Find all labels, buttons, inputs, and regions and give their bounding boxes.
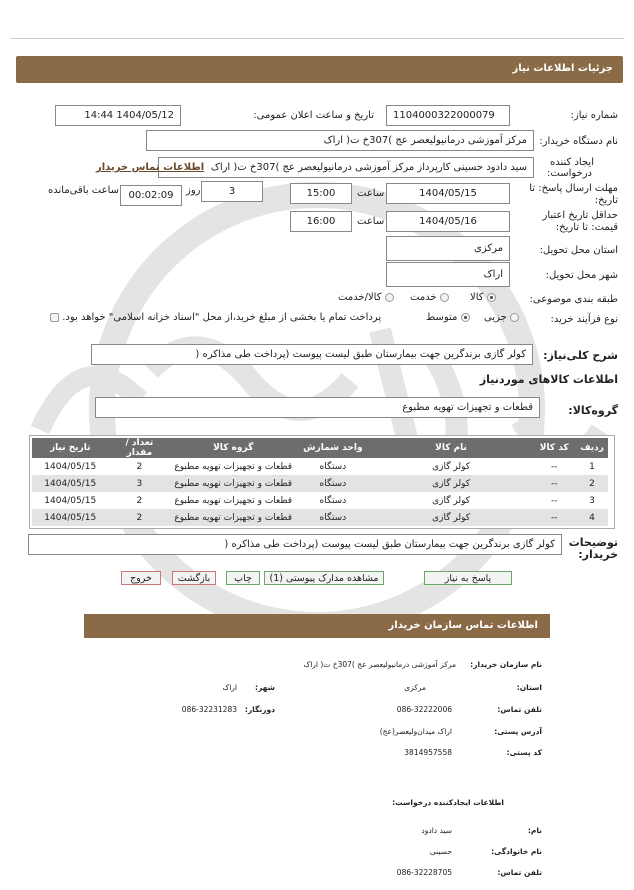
deadline-time-field: 15:00 [290, 183, 352, 204]
contact-header [84, 614, 550, 638]
cell-name: کولر گازی [370, 458, 533, 475]
checkbox-icon[interactable] [50, 313, 59, 322]
cell-code: -- [532, 475, 576, 492]
goods-group-field: قطعات و تجهیزات تهویه مطبوع [95, 397, 540, 418]
contact-title: اطلاعات تماس سازمان خریدار [388, 620, 538, 631]
deadline-label-1: مهلت ارسال پاسخ: تا [529, 183, 618, 194]
cell-group: قطعات و تجهیزات تهویه مطبوع [170, 475, 296, 492]
radio-icon[interactable] [487, 293, 496, 302]
summary-field: کولر گازی برندگرین جهت بیمارستان طبق لیست پیوست (پرداخت طی مذاکره ( [91, 344, 533, 365]
deadline-time-label: ساعت [357, 188, 385, 199]
category-option-both[interactable]: کالا/خدمت [338, 292, 394, 303]
contact-postal-label: کد پستی: [506, 748, 542, 757]
page-title: جزئیات اطلاعات نیاز [512, 63, 613, 74]
cell-group: قطعات و تجهیزات تهویه مطبوع [170, 458, 296, 475]
cell-unit: دستگاه [296, 492, 370, 509]
radio-icon[interactable] [510, 313, 519, 322]
cell-quantity: 2 [108, 458, 170, 475]
category-label: طبقه بندی موضوعی: [529, 294, 618, 305]
cell-quantity: 2 [108, 509, 170, 526]
contact-address-value: اراک میدان‌ولیعصر(عج) [379, 727, 452, 736]
buyer-org-field: مرکز آموزشی درمانیولیعصر عج )307خ ت( اراک [146, 130, 534, 151]
validity-time-label: ساعت [357, 216, 385, 227]
process-label: نوع فرآیند خرید: [550, 314, 618, 325]
cell-quantity: 3 [108, 475, 170, 492]
col-header-date: تاریخ نیاز [32, 438, 108, 458]
attachments-button[interactable]: مشاهده مدارک پیوستی (1) [264, 571, 384, 585]
contact-postal-value: 3814957558 [404, 748, 452, 757]
need-number-label: شماره نیاز: [570, 110, 618, 121]
announce-field: 1404/05/12 14:44 [55, 105, 181, 126]
cell-row-number: 2 [576, 475, 608, 492]
creator-name-label: نام: [527, 826, 542, 835]
contact-fax-label: دورنگار: [244, 705, 275, 714]
col-header-name: نام کالا [370, 438, 533, 458]
validity-time-field: 16:00 [290, 211, 352, 232]
creator-field: سید دادود حسینی کارپرداز مرکز آموزشی درمانیولیعصر عج )307خ ت( اراک [158, 157, 534, 178]
province-label: استان محل تحویل: [539, 245, 618, 256]
contact-city-label: شهر: [255, 683, 275, 692]
payment-note: پرداخت تمام یا بخشی از مبلغ خرید،از محل "اسناد خزانه اسلامی" خواهد بود. [50, 312, 381, 323]
back-button[interactable]: بازگشت [172, 571, 216, 585]
col-header-code: کد کالا [532, 438, 576, 458]
creator-name-value: سید دادود [421, 826, 452, 835]
contact-org-label: نام سازمان خریدار: [470, 660, 542, 669]
buyer-notes-label-2: خریدار: [578, 548, 618, 561]
col-header-row-number: ردیف [576, 438, 608, 458]
table-row[interactable] [32, 475, 608, 492]
cell-row-number: 1 [576, 458, 608, 475]
cell-unit: دستگاه [296, 475, 370, 492]
cell-unit: دستگاه [296, 458, 370, 475]
city-label: شهر محل تحویل: [545, 270, 618, 281]
announce-label: تاریخ و ساعت اعلان عمومی: [253, 110, 374, 121]
items-table [32, 438, 608, 526]
col-header-group: گروه کالا [170, 438, 296, 458]
cell-name: کولر گازی [370, 509, 533, 526]
buyer-contact-link[interactable]: اطلاعات تماس خریدار [96, 162, 205, 173]
cell-group: قطعات و تجهیزات تهویه مطبوع [170, 492, 296, 509]
cell-date: 1404/05/15 [32, 509, 108, 526]
radio-icon[interactable] [440, 293, 449, 302]
creator-family-label: نام خانوادگی: [491, 847, 542, 856]
page-header [16, 56, 623, 83]
cell-date: 1404/05/15 [32, 492, 108, 509]
buyer-org-label: نام دستگاه خریدار: [539, 136, 618, 147]
cell-row-number: 4 [576, 509, 608, 526]
cell-group: قطعات و تجهیزات تهویه مطبوع [170, 509, 296, 526]
city-field: اراک [386, 262, 510, 287]
cell-row-number: 3 [576, 492, 608, 509]
contact-phone-label: تلفن تماس: [497, 705, 542, 714]
buyer-notes-label-1: توضیحات [568, 536, 618, 549]
contact-org-value: مرکز آموزشی درمانیولیعصر عج )307خ ت( اراک [303, 660, 456, 669]
validity-date-field: 1404/05/16 [386, 211, 510, 232]
days-label: روز [186, 185, 201, 196]
print-button[interactable]: چاپ [226, 571, 260, 585]
radio-icon[interactable] [385, 293, 394, 302]
need-number-field: 1104000322000079 [386, 105, 510, 126]
cell-unit: دستگاه [296, 509, 370, 526]
cell-date: 1404/05/15 [32, 475, 108, 492]
remaining-field: 00:02:09 [120, 185, 182, 206]
col-header-quantity: تعداد / مقدار [108, 438, 170, 458]
col-header-unit: واحد شمارش [296, 438, 370, 458]
cell-quantity: 2 [108, 492, 170, 509]
cell-date: 1404/05/15 [32, 458, 108, 475]
goods-group-label: گروه‌کالا: [568, 404, 618, 417]
validity-label-2: قیمت: تا تاریخ: [555, 222, 618, 233]
process-option-minor[interactable]: جزیی [484, 312, 519, 323]
deadline-date-field: 1404/05/15 [386, 183, 510, 204]
creator-label-2: درخواست: [547, 168, 592, 179]
creator-info-heading: اطلاعات ایجادکننده درخواست: [392, 798, 504, 807]
cell-code: -- [532, 458, 576, 475]
radio-icon[interactable] [461, 313, 470, 322]
cell-code: -- [532, 492, 576, 509]
buyer-notes-field: کولر گازی برندگرین جهت بیمارستان طبق لیست پیوست (پرداخت طی مذاکره ( [28, 534, 562, 555]
cell-code: -- [532, 509, 576, 526]
creator-family-value: حسینی [429, 847, 452, 856]
goods-heading: اطلاعات کالاهای موردنیاز [479, 373, 618, 386]
contact-phone-value: 086-32222006 [396, 705, 452, 714]
summary-label: شرح کلی‌نیاز: [543, 349, 618, 362]
creator-label-1: ایجاد کننده [550, 157, 594, 168]
contact-province-label: استان: [516, 683, 542, 692]
days-field: 3 [201, 181, 263, 202]
cell-name: کولر گازی [370, 492, 533, 509]
reply-button[interactable]: پاسخ به نیاز [424, 571, 512, 585]
contact-address-label: آدرس پستی: [494, 727, 542, 736]
creator-phone-label: تلفن تماس: [497, 868, 542, 877]
items-table-frame [29, 435, 615, 529]
validity-label-1: حداقل تاریخ اعتبار [542, 210, 618, 221]
exit-button[interactable]: خروج [121, 571, 161, 585]
table-header-row [32, 438, 608, 458]
category-option-service[interactable]: خدمت [410, 292, 449, 303]
top-divider [10, 38, 624, 39]
table-row[interactable] [32, 492, 608, 509]
contact-province-value: مرکزی [404, 683, 426, 692]
table-row[interactable] [32, 458, 608, 475]
cell-name: کولر گازی [370, 475, 533, 492]
process-option-medium[interactable]: متوسط [426, 312, 470, 323]
creator-phone-value: 086-32228705 [396, 868, 452, 877]
contact-fax-value: 086-32231283 [181, 705, 237, 714]
remaining-label: ساعت باقی‌مانده [48, 185, 120, 196]
table-row[interactable] [32, 509, 608, 526]
category-option-goods[interactable]: کالا [470, 292, 496, 303]
deadline-label-2: تاریخ: [594, 195, 618, 206]
contact-city-value: اراک [222, 683, 237, 692]
province-field: مرکزی [386, 236, 510, 261]
